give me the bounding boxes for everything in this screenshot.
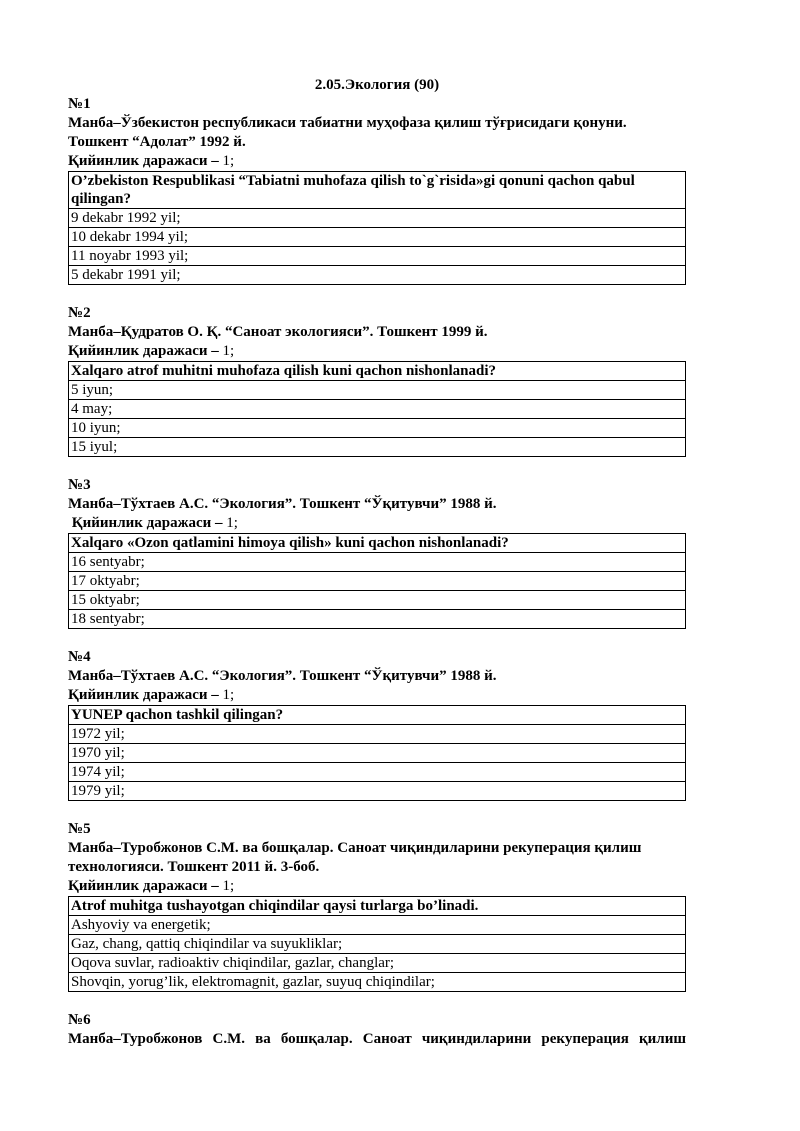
difficulty-label: Қийинлик даражаси –	[68, 343, 219, 359]
question-source: Манба–Туробжонов С.М. ва бошқалар. Саноат чиқиндиларини рекуперация қилиш	[68, 1031, 686, 1047]
answer-option: 1979 yil;	[69, 782, 686, 801]
answer-option: 17 oktyabr;	[69, 572, 686, 591]
difficulty-label: Қийинлик даражаси –	[68, 878, 219, 894]
question-block-4	[68, 648, 686, 801]
question-table	[68, 171, 686, 285]
document-title: 2.05.Экология (90)	[314, 77, 440, 93]
question-number: №4	[68, 649, 91, 665]
difficulty-label: Қийинлик даражаси –	[68, 687, 219, 703]
difficulty-label: Қийинлик даражаси –	[71, 515, 223, 531]
question-block-3	[68, 476, 686, 629]
difficulty-line	[68, 514, 686, 533]
answer-option: 15 iyul;	[69, 438, 686, 457]
answer-option: 4 may;	[69, 400, 686, 419]
question-number: №2	[68, 305, 91, 321]
question-number: №6	[68, 1012, 91, 1028]
question-source: Манба–Тўхтаев А.С. “Экология”. Тошкент “Ўқитувчи” 1988 й.	[68, 668, 497, 684]
question-block-5	[68, 820, 686, 992]
question-source: Манба–Қудратов О. Қ. “Саноат экологияси”. Тошкент 1999 й.	[68, 324, 488, 340]
answer-option: 1974 yil;	[69, 763, 686, 782]
answer-option: 5 dekabr 1991 yil;	[69, 266, 686, 285]
answer-option: 9 dekabr 1992 yil;	[69, 209, 686, 228]
answer-option: 16 sentyabr;	[69, 553, 686, 572]
question-number: №3	[68, 477, 91, 493]
difficulty-line	[68, 877, 686, 896]
difficulty-line	[68, 342, 686, 361]
answer-option: Ashyoviy va energetik;	[69, 916, 686, 935]
difficulty-line	[68, 152, 686, 171]
question-source: Манба–Ўзбекистон республикаси табиатни муҳофаза қилиш тўғрисидаги қонуни. Тошкент “Адолат” 1992 й.	[68, 115, 627, 150]
answer-option: 18 sentyabr;	[69, 610, 686, 629]
question-text: YUNEP qachon tashkil qilingan?	[69, 706, 686, 725]
question-text: Xalqaro atrof muhitni muhofaza qilish kuni qachon nishonlanadi?	[69, 362, 686, 381]
answer-option: 1972 yil;	[69, 725, 686, 744]
question-source: Манба–Туробжонов С.М. ва бошқалар. Саноат чиқиндиларини рекуперация қилиш технологияси. Тошкент 2011 й. 3-боб.	[68, 840, 642, 875]
difficulty-value: 1;	[226, 515, 238, 531]
answer-option: Shovqin, yorug’lik, elektromagnit, gazlar, suyuq chiqindilar;	[69, 973, 686, 992]
question-text: Atrof muhitga tushayotgan chiqindilar qaysi turlarga bo’linadi.	[69, 897, 686, 916]
question-block-1	[68, 95, 686, 285]
question-table	[68, 896, 686, 992]
answer-option: 10 dekabr 1994 yil;	[69, 228, 686, 247]
difficulty-value: 1;	[222, 687, 235, 703]
document-page	[68, 76, 686, 1049]
answer-option: Oqova suvlar, radioaktiv chiqindilar, gazlar, changlar;	[69, 954, 686, 973]
answer-option: Gaz, chang, qattiq chiqindilar va suyukliklar;	[69, 935, 686, 954]
answer-option: 1970 yil;	[69, 744, 686, 763]
difficulty-value: 1;	[222, 878, 235, 894]
question-text: Xalqaro «Ozon qatlamini himoya qilish» kuni qachon nishonlanadi?	[69, 534, 686, 553]
difficulty-value: 1;	[222, 343, 235, 359]
question-number: №1	[68, 96, 91, 112]
answer-option: 10 iyun;	[69, 419, 686, 438]
question-text: O’zbekiston Respublikasi “Tabiatni muhofaza qilish to`g`risida»gi qonuni qachon qabul qilingan?	[69, 172, 686, 209]
answer-option: 11 noyabr 1993 yil;	[69, 247, 686, 266]
answer-option: 5 iyun;	[69, 381, 686, 400]
question-table	[68, 533, 686, 629]
question-source: Манба–Тўхтаев А.С. “Экология”. Тошкент “Ўқитувчи” 1988 й.	[68, 496, 497, 512]
difficulty-value: 1;	[222, 153, 235, 169]
answer-option: 15 oktyabr;	[69, 591, 686, 610]
difficulty-label: Қийинлик даражаси –	[68, 153, 219, 169]
question-block-2	[68, 304, 686, 457]
question-number: №5	[68, 821, 91, 837]
question-block-6	[68, 1011, 686, 1049]
question-table	[68, 705, 686, 801]
difficulty-line	[68, 686, 686, 705]
question-table	[68, 361, 686, 457]
